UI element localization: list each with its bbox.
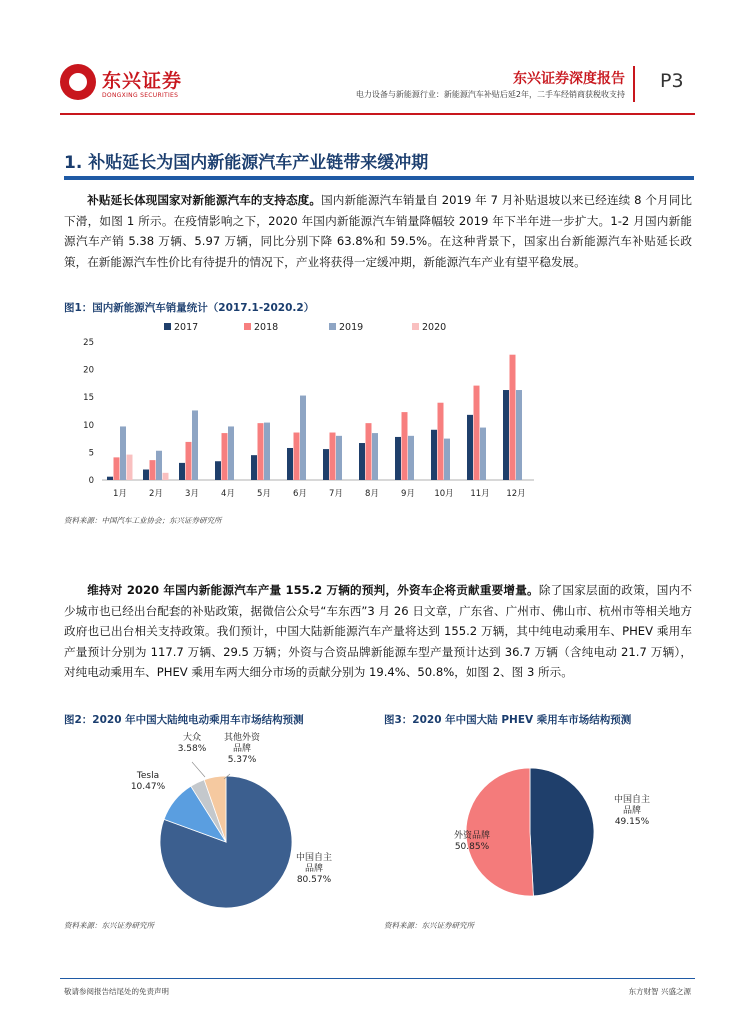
x-tick-label: 8月 — [365, 489, 379, 499]
figure-1-title: 图1：国内新能源汽车销量统计（2017.1-2020.2） — [64, 302, 315, 314]
y-tick-label: 15 — [83, 393, 94, 404]
bar-2019-7月 — [336, 436, 342, 480]
report-subtitle: 电力设备与新能源行业：新能源汽车补贴后延2年，二手车经销商获税收支持 — [355, 90, 625, 99]
bar-2017-1月 — [107, 477, 113, 480]
bar-2018-7月 — [330, 433, 336, 480]
pie-label-其他外资品牌: 其他外资 — [223, 733, 261, 743]
footer-disclaimer: 敬请参阅报告结尾处的免责声明 — [64, 987, 169, 996]
bar-2019-5月 — [264, 423, 270, 480]
y-tick-label: 5 — [88, 448, 94, 459]
bar-2018-5月 — [258, 423, 264, 480]
x-tick-label: 1月 — [113, 489, 127, 499]
bar-2017-9月 — [395, 437, 401, 480]
bar-2019-8月 — [372, 433, 378, 480]
x-tick-label: 2月 — [149, 489, 163, 499]
x-tick-label: 7月 — [329, 489, 343, 499]
bar-2019-9月 — [408, 436, 414, 480]
pie-label-中国自主品牌: 品牌 — [622, 806, 642, 816]
pie-label-外资品牌: 50.85% — [454, 842, 490, 852]
bar-2018-10月 — [438, 403, 444, 480]
x-tick-label: 10月 — [434, 489, 454, 499]
bar-2017-11月 — [467, 415, 473, 480]
x-tick-label: 6月 — [293, 489, 307, 499]
x-tick-label: 11月 — [470, 489, 490, 499]
legend-label-2018: 2018 — [254, 322, 279, 333]
bar-2018-1月 — [114, 457, 120, 480]
paragraph-2-body: 除了国家层面的政策，国内不少城市也已经出台配套的补贴政策，据微信公众号“车东西”3 月 26 日文章，广东省、广州市、佛山市、杭州市等相关地方政府也已出台相关支持政策。我们预计，中国大陆新能源汽车产量将达到 155.2 万辆，其中纯电动乘用车、PHEV 乘用车产量预计分别为 117.7 万辆、29.5 万辆；外资与合资品牌新能源车型产量预计达到 36.7 万辆（含纯电动 21.7 万辆），对纯电动乘用车、PHEV 乘用车两大细分市场的贡献分别为 19.4%、50.8%，如图 2、图 3 所示。 — [64, 583, 692, 679]
bar-2017-8月 — [359, 443, 365, 480]
y-tick-label: 25 — [83, 338, 94, 348]
pie-label-其他外资品牌: 品牌 — [232, 744, 252, 754]
bar-2020-1月 — [127, 455, 133, 480]
pie-label-外资品牌: 外资品牌 — [453, 831, 491, 841]
bar-2018-3月 — [186, 442, 192, 480]
bar-2018-11月 — [474, 386, 480, 480]
legend-swatch-2017 — [164, 323, 171, 330]
bar-2019-2月 — [156, 451, 162, 480]
x-tick-label: 5月 — [257, 489, 271, 499]
bar-2017-6月 — [287, 448, 293, 480]
logo-english: DONGXING SECURITIES — [102, 92, 179, 99]
bar-2017-7月 — [323, 449, 329, 480]
section-title: 1. 补贴延长为国内新能源汽车产业链带来缓冲期 — [64, 153, 429, 173]
bar-2019-12月 — [516, 390, 522, 480]
figure-1-source: 资料来源：中国汽车工业协会；东兴证券研究所 — [64, 516, 222, 525]
header-divider — [633, 66, 635, 102]
bar-2019-11月 — [480, 428, 486, 480]
bar-2017-10月 — [431, 430, 437, 480]
bar-2018-6月 — [294, 433, 300, 480]
legend-label-2017: 2017 — [174, 322, 199, 333]
pie-label-大众: 3.58% — [177, 744, 207, 754]
section-rule — [64, 176, 694, 180]
x-tick-label: 4月 — [221, 489, 235, 499]
footer-slogan: 东方财智 兴盛之源 — [628, 987, 691, 996]
figure-3-source: 资料来源：东兴证券研究所 — [384, 921, 474, 930]
paragraph-2 — [64, 580, 692, 683]
header-rule — [60, 113, 695, 115]
sales-bar-chart — [64, 318, 624, 508]
legend-swatch-2018 — [244, 323, 251, 330]
paragraph-1-lead: 补贴延长体现国家对新能源汽车的支持态度。 — [87, 193, 322, 207]
pie-label-中国自主品牌: 品牌 — [304, 864, 324, 874]
phev-pie-chart — [384, 732, 694, 912]
legend-label-2019: 2019 — [339, 322, 364, 333]
figure-2-title: 图2：2020 年中国大陆纯电动乘用车市场结构预测 — [64, 714, 304, 726]
legend-swatch-2020 — [412, 323, 419, 330]
bar-2019-10月 — [444, 439, 450, 480]
paragraph-1 — [64, 190, 692, 272]
legend-label-2020: 2020 — [422, 322, 447, 333]
pie-label-Tesla: Tesla — [136, 771, 160, 781]
pie-label-中国自主品牌: 49.15% — [614, 817, 650, 827]
bar-2018-2月 — [150, 460, 156, 480]
bar-2017-12月 — [503, 390, 509, 480]
legend-swatch-2019 — [329, 323, 336, 330]
logo-icon — [60, 64, 96, 100]
bar-2017-4月 — [215, 461, 221, 480]
pie-slice-中国自主品牌 — [530, 768, 594, 896]
bar-2017-3月 — [179, 463, 185, 480]
bar-2020-2月 — [163, 473, 169, 480]
x-tick-label: 9月 — [401, 489, 415, 499]
bar-2019-1月 — [120, 426, 126, 480]
bar-2019-4月 — [228, 426, 234, 480]
y-tick-label: 0 — [88, 476, 94, 486]
bev-pie-chart — [64, 732, 364, 912]
bar-2018-8月 — [366, 423, 372, 480]
paragraph-1-body: 国内新能源汽车销量自 2019 年 7 月补贴退坡以来已经连续 8 个月同比下滑，如图 1 所示。在疫情影响之下，2020 年国内新能源汽车销量降幅较 2019 年下半年进一步扩大。1-2 月国内新能源汽车产销 5.38 万辆、5.97 万辆，同比分别下降 63.8%和 59.5%。在这种背景下，国家出台新能源汽车补贴延长政策，在新能源汽车性价比有待提升的情况下，产业将获得一定缓冲期，新能源汽车产业有望平稳发展。 — [64, 193, 692, 269]
x-tick-label: 3月 — [185, 489, 199, 499]
report-title: 东兴证券深度报告 — [513, 71, 625, 87]
bar-2017-5月 — [251, 455, 257, 480]
pie-leader-line — [192, 762, 205, 777]
bar-2018-12月 — [510, 355, 516, 480]
pie-label-其他外资品牌: 5.37% — [227, 755, 257, 765]
figure-3-title: 图3：2020 年中国大陆 PHEV 乘用车市场结构预测 — [384, 714, 632, 726]
bar-2019-3月 — [192, 410, 198, 480]
pie-label-Tesla: 10.47% — [130, 782, 166, 792]
bar-2018-9月 — [402, 412, 408, 480]
pie-label-中国自主品牌: 中国自主 — [295, 853, 333, 863]
bar-2019-6月 — [300, 396, 306, 480]
y-tick-label: 20 — [83, 365, 94, 376]
x-tick-label: 12月 — [506, 489, 526, 499]
footer-rule — [60, 978, 695, 979]
logo-text: 东兴证券 — [102, 70, 183, 92]
y-tick-label: 10 — [83, 420, 94, 431]
figure-2-source: 资料来源：东兴证券研究所 — [64, 921, 154, 930]
pie-label-大众: 大众 — [182, 733, 202, 743]
paragraph-2-lead: 维持对 2020 年国内新能源汽车产量 155.2 万辆的预判，外资车企将贡献重要增量。 — [87, 583, 539, 597]
page-number: P3 — [660, 70, 684, 92]
bar-2018-4月 — [222, 433, 228, 480]
pie-label-中国自主品牌: 80.57% — [296, 875, 332, 885]
pie-label-中国自主品牌: 中国自主 — [613, 795, 651, 805]
bar-2017-2月 — [143, 470, 149, 480]
